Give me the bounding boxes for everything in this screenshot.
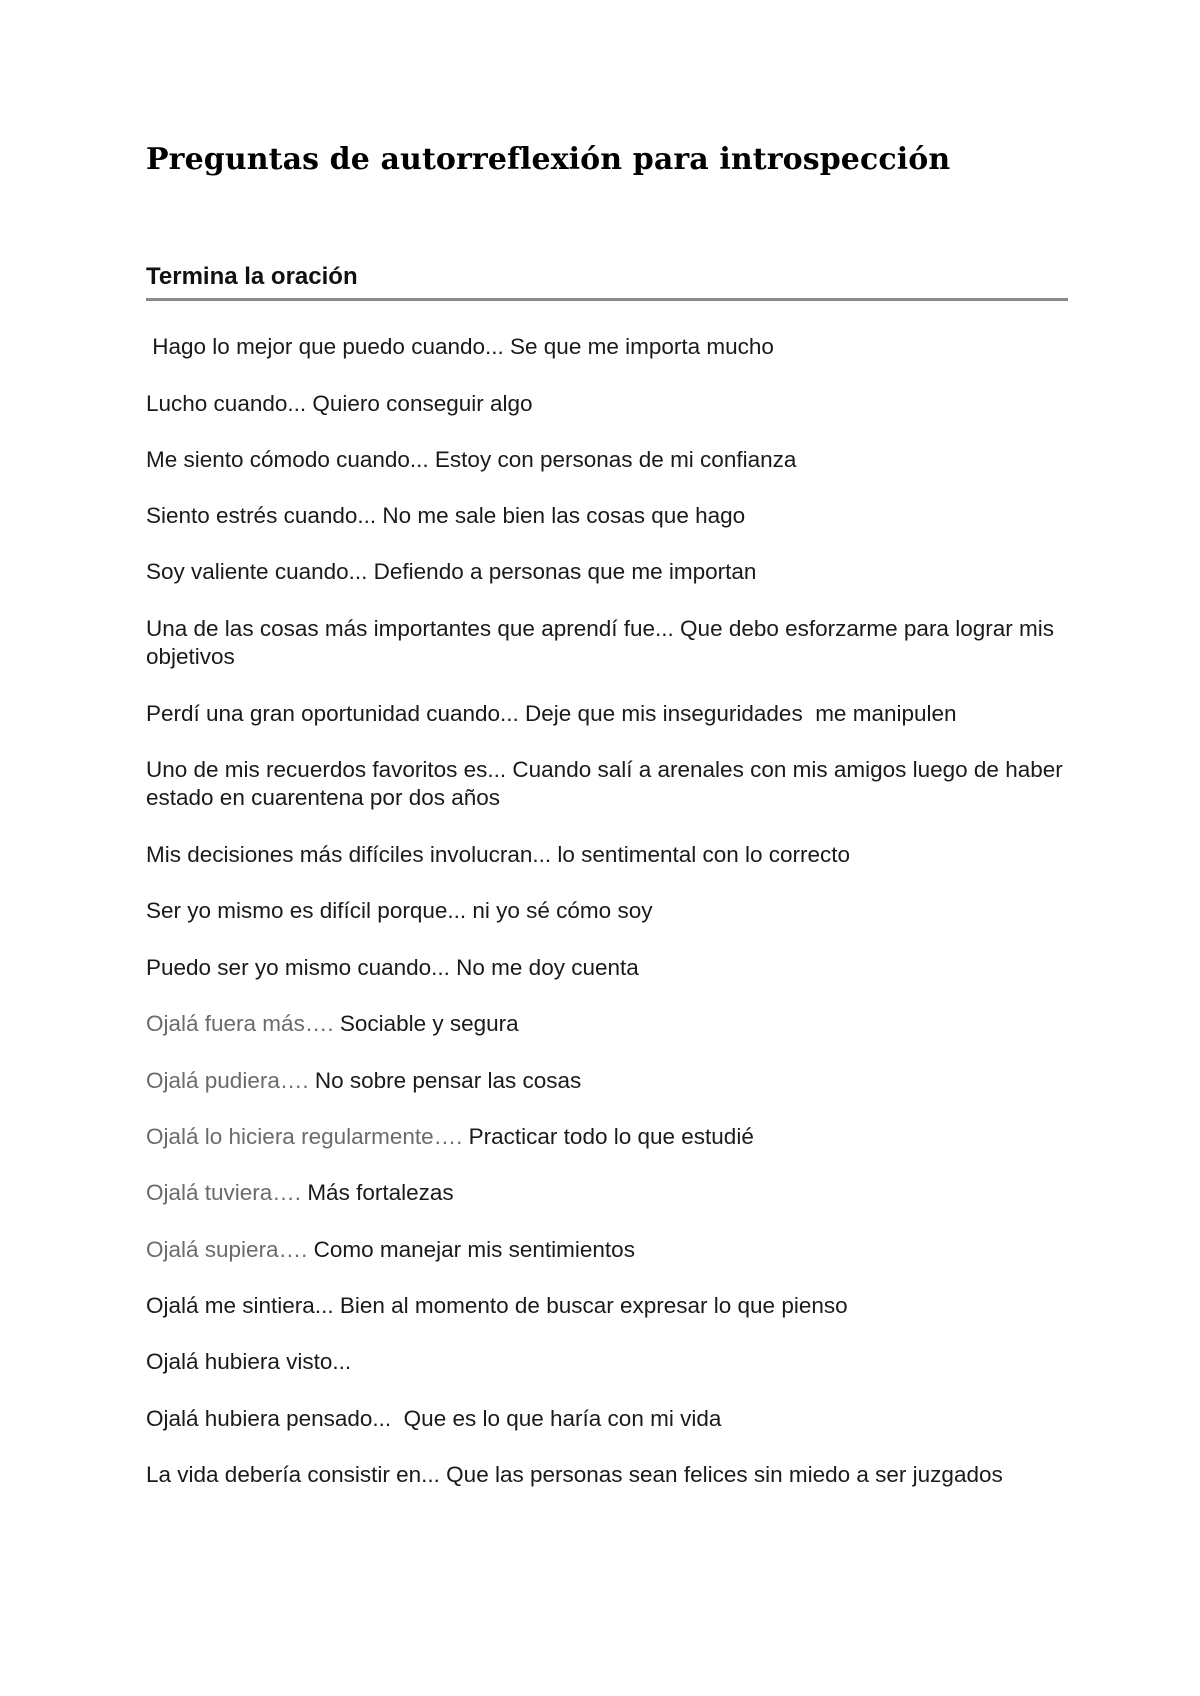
- sentence-item: [146, 841, 1066, 869]
- sentence-answer: Quiero conseguir algo: [306, 391, 533, 416]
- sentence-answer: Como manejar mis sentimientos: [307, 1237, 635, 1262]
- sentence-prompt: Ojalá lo hiciera regularmente….: [146, 1124, 463, 1149]
- sentence-prompt: Puedo ser yo mismo cuando...: [146, 955, 450, 980]
- sentence-answer: lo sentimental con lo correcto: [551, 842, 851, 867]
- sentence-answer: Cuando salí a arenales con mis amigos luego de haber estado en cuarentena por dos años: [146, 757, 1070, 810]
- sentence-item: [146, 502, 1066, 530]
- sentence-item: [146, 756, 1070, 812]
- sentence-answer: Que es lo que haría con mi vida: [391, 1406, 722, 1431]
- sentence-prompt: Lucho cuando...: [146, 391, 307, 416]
- sentence-item: [146, 390, 1066, 418]
- sentence-item: [146, 897, 1066, 925]
- sentence-item: [146, 1348, 1066, 1376]
- sentence-item: [146, 1405, 1066, 1433]
- sentence-answer: Estoy con personas de mi confianza: [428, 447, 797, 472]
- sentence-answer: ni yo sé cómo soy: [466, 898, 653, 923]
- sentence-answer: No me sale bien las cosas que hago: [376, 503, 746, 528]
- sentence-prompt: Me siento cómodo cuando...: [146, 447, 429, 472]
- section-divider: [146, 298, 1068, 301]
- sentence-prompt: Ojalá me sintiera...: [146, 1293, 334, 1318]
- sentence-answer: No me doy cuenta: [449, 955, 639, 980]
- sentence-item: [146, 333, 1066, 361]
- sentence-answer: Deje que mis inseguridades me manipulen: [518, 701, 957, 726]
- sentence-answer: Sociable y segura: [333, 1011, 519, 1036]
- sentence-item: [146, 1010, 1066, 1038]
- sentence-answer: Defiendo a personas que me importan: [367, 559, 757, 584]
- document-title: Preguntas de autorreflexión para introspección: [146, 142, 951, 177]
- sentence-prompt: Una de las cosas más importantes que aprendí fue...: [146, 616, 674, 641]
- sentence-answer: Más fortalezas: [301, 1180, 454, 1205]
- sentence-item: [146, 446, 1066, 474]
- sentence-answer: Que las personas sean felices sin miedo a ser juzgados: [439, 1462, 1003, 1487]
- sentence-prompt: Ser yo mismo es difícil porque...: [146, 898, 467, 923]
- sentence-item: [146, 700, 1066, 728]
- sentence-prompt: Mis decisiones más difíciles involucran...: [146, 842, 552, 867]
- sentence-item: [146, 1292, 1066, 1320]
- sentence-item: [146, 1461, 1066, 1489]
- section-heading: Termina la oración: [146, 263, 358, 290]
- sentence-item: [146, 615, 1066, 671]
- sentence-item: [146, 1179, 1066, 1207]
- sentence-answer: Se que me importa mucho: [503, 334, 774, 359]
- sentence-prompt: Ojalá tuviera….: [146, 1180, 302, 1205]
- sentence-prompt: Perdí una gran oportunidad cuando...: [146, 701, 519, 726]
- sentence-prompt: Ojalá fuera más….: [146, 1011, 334, 1036]
- sentence-prompt: Soy valiente cuando...: [146, 559, 368, 584]
- sentence-prompt: Ojalá hubiera visto...: [146, 1349, 352, 1374]
- sentence-answer: No sobre pensar las cosas: [308, 1068, 582, 1093]
- sentence-prompt: Ojalá pudiera….: [146, 1068, 309, 1093]
- sentence-prompt: Uno de mis recuerdos favoritos es...: [146, 757, 507, 782]
- sentence-prompt: Hago lo mejor que puedo cuando...: [146, 334, 504, 359]
- sentence-prompt: La vida debería consistir en...: [146, 1462, 440, 1487]
- sentence-answer: Practicar todo lo que estudié: [462, 1124, 754, 1149]
- sentence-answer: Bien al momento de buscar expresar lo que pienso: [333, 1293, 848, 1318]
- sentence-answer: Que debo esforzarme para lograr mis objetivos: [146, 616, 1061, 669]
- sentence-prompt: Ojalá supiera….: [146, 1237, 308, 1262]
- sentence-prompt: Ojalá hubiera pensado...: [146, 1406, 392, 1431]
- sentence-item: [146, 1123, 1066, 1151]
- sentence-item: [146, 1236, 1066, 1264]
- sentence-item: [146, 954, 1066, 982]
- sentence-item: [146, 1067, 1066, 1095]
- sentence-prompt: Siento estrés cuando...: [146, 503, 377, 528]
- sentence-item: [146, 558, 1066, 586]
